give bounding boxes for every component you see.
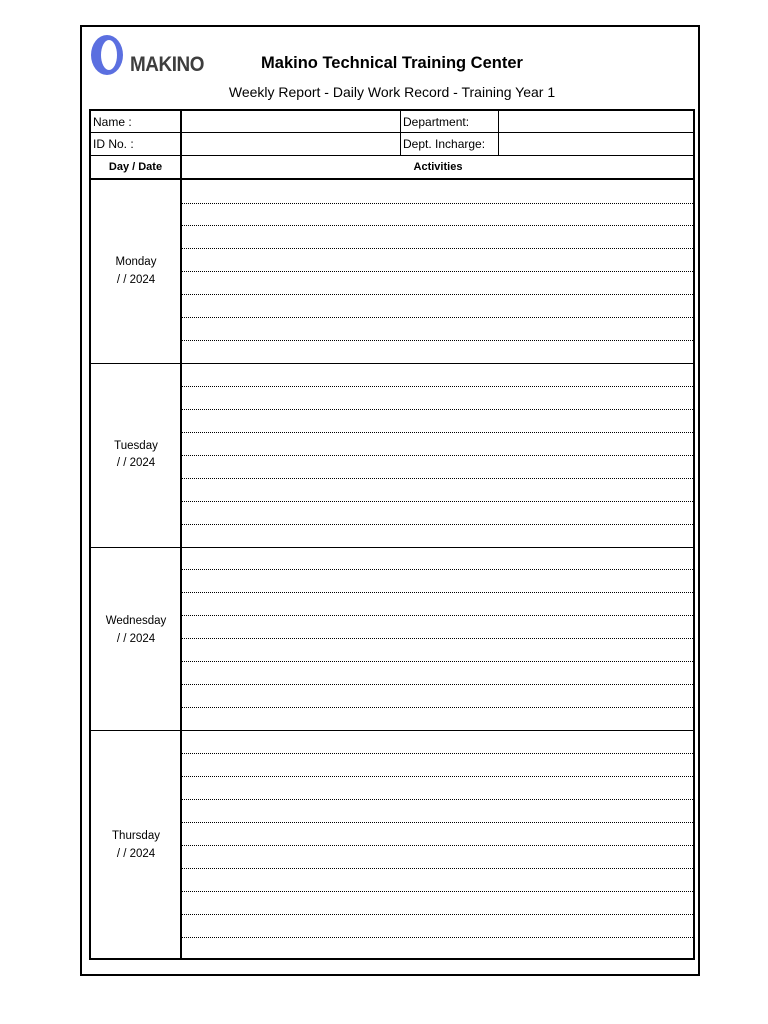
tuesday-label: Tuesday — [114, 440, 158, 452]
dept-incharge-label: Dept. Incharge: — [403, 137, 486, 151]
activity-line[interactable] — [182, 661, 693, 662]
activity-line[interactable] — [182, 294, 693, 295]
thursday-label: Thursday — [112, 830, 160, 842]
monday-date: / / 2024 — [116, 274, 156, 286]
activity-line[interactable] — [182, 317, 693, 318]
activity-line[interactable] — [182, 753, 693, 754]
day-divider — [91, 547, 693, 548]
activity-line[interactable] — [182, 592, 693, 593]
activity-line[interactable] — [182, 455, 693, 456]
dept-incharge-field[interactable] — [501, 134, 693, 154]
activity-line[interactable] — [182, 340, 693, 341]
activity-line[interactable] — [182, 868, 693, 869]
activity-line[interactable] — [182, 845, 693, 846]
wednesday-date: / / 2024 — [116, 633, 156, 645]
activity-line[interactable] — [182, 248, 693, 249]
activity-line[interactable] — [182, 937, 693, 938]
activity-line[interactable] — [182, 776, 693, 777]
activity-line[interactable] — [182, 271, 693, 272]
name-field[interactable] — [183, 112, 398, 132]
department-field[interactable] — [501, 112, 693, 132]
field-divider — [400, 111, 401, 156]
activity-line[interactable] — [182, 203, 693, 204]
work-record-form — [89, 109, 695, 960]
field-divider — [498, 111, 499, 156]
name-label: Name : — [93, 115, 132, 129]
day-date-header: Day / Date — [108, 161, 163, 173]
makino-logo-mark — [88, 33, 128, 81]
activity-line[interactable] — [182, 478, 693, 479]
report-title: Makino Technical Training Center — [261, 54, 523, 72]
activity-line[interactable] — [182, 638, 693, 639]
monday-label: Monday — [115, 256, 157, 268]
report-subtitle: Weekly Report - Daily Work Record - Training Year 1 — [228, 84, 556, 100]
activity-line[interactable] — [182, 799, 693, 800]
activity-line[interactable] — [182, 615, 693, 616]
day-divider — [91, 730, 693, 731]
activity-line[interactable] — [182, 386, 693, 387]
activities-header: Activities — [413, 161, 463, 173]
activity-line[interactable] — [182, 501, 693, 502]
logo-text: MAKINO — [130, 53, 204, 76]
activity-line[interactable] — [182, 891, 693, 892]
id-label: ID No. : — [93, 137, 134, 151]
thursday-date: / / 2024 — [116, 848, 156, 860]
activity-line[interactable] — [182, 225, 693, 226]
id-field[interactable] — [183, 134, 398, 154]
activity-line[interactable] — [182, 432, 693, 433]
department-label: Department: — [403, 115, 470, 129]
activity-line[interactable] — [182, 524, 693, 525]
activity-line[interactable] — [182, 569, 693, 570]
activity-line[interactable] — [182, 409, 693, 410]
activity-line[interactable] — [182, 684, 693, 685]
activity-line[interactable] — [182, 822, 693, 823]
activity-line[interactable] — [182, 707, 693, 708]
activity-line[interactable] — [182, 914, 693, 915]
wednesday-label: Wednesday — [105, 615, 167, 627]
day-divider — [91, 363, 693, 364]
tuesday-date: / / 2024 — [116, 457, 156, 469]
